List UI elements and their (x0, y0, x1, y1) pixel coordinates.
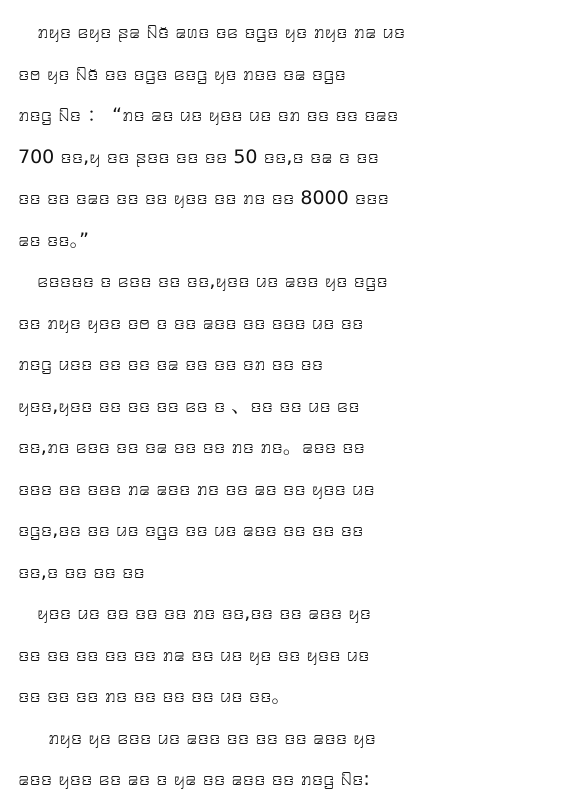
text-line: ꤢꤞꤢ,ꤢꤢ ꤢꤢ ꤣꤢ ꤢꤞꤢ ꤢꤢ ꤣꤢ ꤘꤢꤢ ꤢꤢ ꤢꤢ ꤢꤢ (18, 519, 364, 541)
paragraph-1 (18, 12, 560, 261)
text-line: ꤊꤢꤞ ꤡꤢ ： “ꤊꤢ ꤘꤢ ꤣꤢ ꤟꤢꤢ ꤣꤢ ꤢꤊ ꤢꤢ ꤢꤢ ꤢꤘꤢ (18, 104, 399, 126)
text-line: ꤊꤢꤞ ꤣꤢꤢ ꤢꤢ ꤢꤢ ꤢꤘ ꤢꤢ ꤢꤢ ꤢꤊ ꤢꤢ ꤢꤢ (18, 353, 324, 375)
text-line: ꤢꤢ ꤊꤟꤢ ꤟꤢꤢ ꤢꤥ ꤢ ꤢꤢ ꤘꤢꤢ ꤢꤢ ꤢꤢꤢ ꤣꤢ ꤢꤢ (18, 311, 364, 334)
text-line: ꤢꤢ,ꤢ ꤢꤢ ꤢꤢ ꤢꤢ (18, 560, 145, 583)
text-line: ꤢꤢ ꤢꤢ ꤢꤢ ꤊꤢ ꤢꤢ ꤢꤢ ꤢꤢ ꤣꤢ ꤢꤢ。 (18, 685, 291, 707)
text-line: ꤊꤟꤢ ꤟꤢ ꤕꤢꤢ ꤣꤢ ꤘꤢꤢ ꤢꤢ ꤢꤢ ꤢꤢ ꤘꤢꤢ ꤟꤢ (48, 726, 376, 749)
text-line: ꤢꤢ,ꤊꤢ ꤕꤢꤢ ꤢꤢ ꤢꤘ ꤢꤢ ꤢꤢ ꤊꤢ ꤊꤢ。ꤘꤢꤢ ꤢꤢ (18, 436, 365, 458)
text-line: ꤕꤢꤢꤢꤢ ꤢ ꤕꤢꤢ ꤢꤢ ꤢꤢ,ꤟꤢꤢ ꤣꤢ ꤘꤢꤢ ꤟꤢ ꤢꤞꤢ (37, 270, 388, 292)
text-line: ꤟꤢꤢ ꤣꤢ ꤢꤢ ꤢꤢ ꤢꤢ ꤊꤢ ꤢꤢ,ꤢꤢ ꤢꤢ ꤘꤢꤢ ꤟꤢ (37, 602, 371, 624)
text-line: ꤢꤢ ꤢꤢ ꤢꤢ ꤢꤢ ꤢꤢ ꤊꤘ ꤢꤢ ꤣꤢ ꤟꤢ ꤢꤢ ꤟꤢꤢ ꤣꤢ (18, 643, 370, 666)
paragraph-2 (18, 261, 560, 593)
paragraph-3 (18, 593, 560, 718)
paragraph-4 (18, 718, 560, 801)
text-line: ꤘꤢ ꤢꤢ。” (18, 228, 89, 251)
text-line: 700 ꤢꤢ,ꤟ ꤢꤢ ꤔꤢꤢ ꤢꤢ ꤢꤢ 50 ꤢꤢ,ꤢ ꤢꤘ ꤢ ꤢꤢ (18, 145, 379, 168)
text-line: ꤢꤥ ꤟꤢ ꤡꤢꤩ ꤢꤢ ꤢꤞꤢ ꤕꤢꤞ ꤟꤢ ꤊꤢꤢ ꤢꤘ ꤢꤞꤢ (18, 62, 346, 85)
text-line: ꤢꤢ ꤢꤢ ꤢꤘꤢ ꤢꤢ ꤢꤢ ꤟꤢꤢ ꤢꤢ ꤊꤢ ꤢꤢ 8000 ꤢꤢꤢ (18, 187, 389, 209)
text-line: ꤟꤢꤢ,ꤟꤢꤢ ꤢꤢ ꤢꤢ ꤢꤢ ꤕꤢ ꤢ 、ꤢꤢ ꤢꤢ ꤣꤢ ꤕꤢ (18, 394, 360, 417)
text-line: ꤘꤢꤢ ꤟꤢꤢ ꤕꤢ ꤘꤢ ꤢ ꤟꤘ ꤢꤢ ꤘꤢꤢ ꤢꤢ ꤊꤢꤞ ꤡꤢ: (18, 768, 370, 790)
text-line: ꤢꤢꤢ ꤢꤢ ꤢꤢꤢ ꤊꤘ ꤘꤢꤢ ꤊꤢ ꤢꤢ ꤘꤢ ꤢꤢ ꤟꤢꤢ ꤣꤢ (18, 477, 375, 500)
text-line: ꤊꤟꤢ ꤕꤟꤢ ꤔꤘ ꤡꤢꤩ ꤘꤛꤢ ꤢꤕ ꤢꤞꤢ ꤟꤢ ꤊꤟꤢ ꤊꤘ ꤣꤢ (37, 21, 406, 43)
